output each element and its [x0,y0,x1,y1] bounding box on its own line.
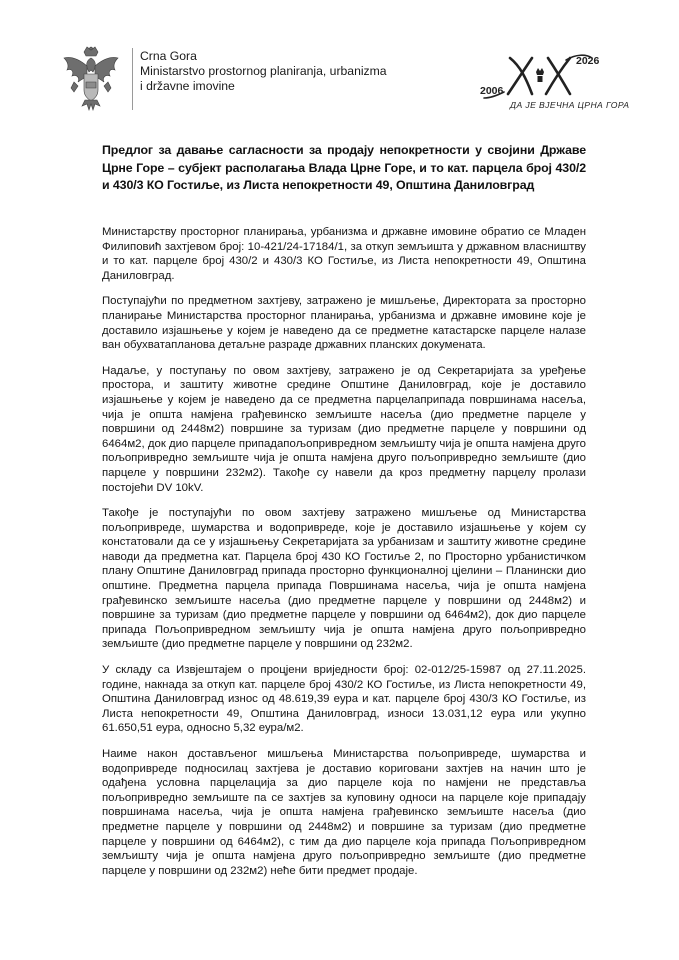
anniversary-motto: ДА ЈЕ ВЈЕЧНА ЦРНА ГОРА [510,100,630,110]
paragraph-agriculture-opinion: Такође је поступајући по овом захтјеву затражено мишљење од Министарства пољопривреде, шумарства и водопривреде, које је доставило изјашњење у којем су констатовали да се у изјашњењу Секретаријата за урбанизам и заштиту животне средине наводи да предметна кат. Парцела број 430 КО Гостиље 2, по Просторно урбанистичком плану Општине Даниловград припада просторно функционалној цјелини – Планински дио општине. Предметна парцела припада Површинама насеља, чија је општа намјена грађевинско земљиште насеља (дио предметне парцеле у површини од 2448м2) и површине за туризам (дио предметне парцеле у површини од 6464м2), док дио парцеле припада Пољопривредном земљишту чија је општа намјена друго пољопривредно земљиште (дио предметне парцеле у површини од 232м2. [102,507,586,651]
document-title: Предлог за давање сагласности за продају непокретности у својини Државе Црне Горе – субјект располагања Влада Црне Горе, и то кат. парцела број 430/2 и 430/3 КО Гостиље, из Листа непокретности 49, Општина Даниловград [102,143,586,192]
paragraph-corrected-request: Наиме након достављеног мишљења Министарства пољопривреде, шумарства и водопривреде подносилац захтјева је доставио кориговани захтјев на начин што је одађена условна парцелација за дио парцеле која по намјени не представља пољопривредно земљиште па се захтјев за куповину односи на парцеле које припадају површинама насеља, чија је општа намјена грађевинско земљиште насеља (дио предметне парцеле у површини од 2448м2) и површине за туризам (дио предметне парцеле у површини од 6464м2), с тим да дио парцеле која припада Пољопривредном земљишту чија је општа намјена друго пољопривредно земљиште (дио предметне парцеле у површини од 232м2) неће бити предмет продаје. [102,748,586,877]
crown-icon [536,68,544,82]
ministry-line-country: Crna Gora [140,49,197,63]
coat-of-arms-icon [60,46,122,112]
document-body [102,225,586,889]
letterhead [60,44,630,114]
header-divider [132,48,133,110]
anniversary-year-end: 2026 [576,55,600,67]
ministry-line-name-cont: i državne imovine [140,79,235,93]
paragraph-request: Министарству просторног планирања, урбанизма и државне имовине обратио се Младен Филиповић захтјевом број: 10-421/24-17184/1, за откуп земљишта у државном власништву и то кат. парцеле број 430/2 и 430/3 КО Гостиље, из Листа непокретности 49, Општина Даниловград. [102,226,586,282]
paragraph-valuation: У складу са Извјештајем о процјени вриједности број: 02-012/25-15987 од 27.11.2025. године, накнада за откуп кат. парцеле број 430/2 КО Гостиље, из Листа непокретности 49, Општина Даниловград износ од 48.619,39 еура и кат. парцеле број 430/3 КО Гостиље, из Листа непокретности 49, Општина Даниловград, износи 13.031,12 еура или укупно 61.650,51 еура, односно 5,32 еура/м2. [102,664,586,735]
ministry-name [140,49,387,94]
anniversary-logo [480,48,632,112]
paragraph-secretariat-opinion: Надаље, у поступању по овом захтјеву, затражено је од Секретаријата за уређење простора, и заштиту животне средине Општине Даниловград, које је доставило изјашњење у којем је наведено да се предметна парцелаприпада површинама насеља, чија је општа намјена грађевинско земљиште насеља (дио предметне парцеле у површини од 2448м2) површине за туризам (дио предметне парцеле у површини од 6464м2, док дио парцеле припадапољопривредном земљишту чија је општа намјена друго пољопривредно земљиште чија је општа намјена друго пољопривредно земљиште (дио парцеле у површини 232м2). Такође су навели да кроз предметну парцелу пролази постојећи DV 10kV. [102,364,586,494]
anniversary-year-start: 2006 [480,85,504,97]
ministry-line-name: Ministarstvo prostornog planiranja, urbanizma [140,64,387,78]
paragraph-directorate-opinion: Поступајући по предметном захтјеву, затражено је мишљење, Директората за просторно планирање Министарства просторног планирања, урбанизма и државне имовине које је доставило изјашњење у којем је наведено да се предметне катастарске парцеле налазе ван обухватапланова детаљне разраде државних планских докумената. [102,295,586,352]
